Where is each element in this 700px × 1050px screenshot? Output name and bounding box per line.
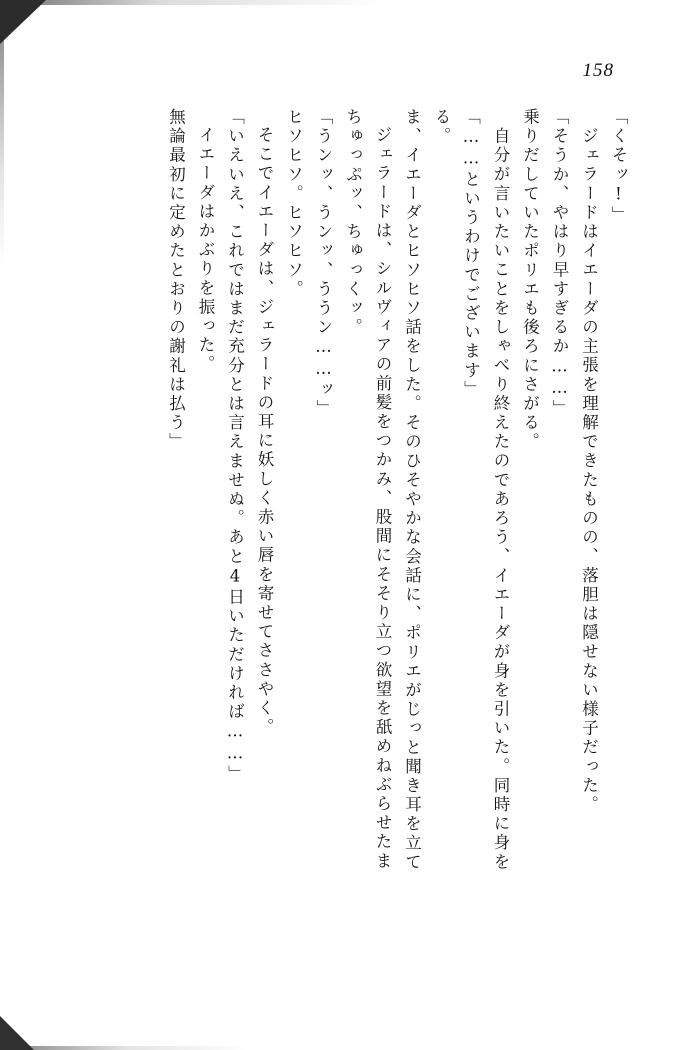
text-column: 「……というわけでございます」 xyxy=(461,108,481,400)
text-column: ジェラードはイエーダの主張を理解できたものの、落胆は隠せない様子だった。 xyxy=(579,127,599,815)
scan-edge-smudge-top-left xyxy=(0,0,46,44)
text-column: 無論最初に定めたとおりの謝礼は払う」 xyxy=(166,108,186,452)
page-number: 158 xyxy=(582,60,614,81)
scan-edge-smudge-bottom-band xyxy=(28,1046,248,1050)
text-column: 「そうか、やはり早すぎるか……」 xyxy=(550,108,569,419)
scan-edge-smudge-left-band xyxy=(0,36,4,266)
text-column: イエーダはかぶりを振った。 xyxy=(196,126,215,375)
text-column: 「いえいえ、これではまだ充分とは言えませぬ。あと4日いただければ……」 xyxy=(225,108,245,784)
text-column: る。 xyxy=(432,108,451,147)
text-column: ジェラードは、シルヴィアの前髪をつかみ、股間にそそり立つ欲望を舐めねぶらせたま xyxy=(373,126,392,871)
vertical-text-block xyxy=(154,108,626,938)
scan-edge-smudge-bottom-left xyxy=(0,1016,34,1050)
text-column: 「くそッ!」 xyxy=(609,108,628,226)
text-column: そこでイエーダは、ジェラードの耳に妖しく赤い唇を寄せてささやく。 xyxy=(255,126,274,738)
text-column: ちゅっぷッ、ちゅっくッ。 xyxy=(343,108,363,338)
text-column: 乗りだしていたポリエも後ろにさがる。 xyxy=(520,108,540,452)
scan-edge-smudge-top-band xyxy=(40,0,380,5)
text-column: 「うンッ、うンッ、ううン……ッ」 xyxy=(314,108,333,419)
text-column: 自分が言いたいことをしゃべり終えたのであろう、イエーダが身を引いた。同時に身を xyxy=(491,127,510,872)
text-column: ヒソヒソ。ヒソヒソ。 xyxy=(284,108,304,299)
text-column: ま、イエーダとヒソヒソ話をした。そのひそやかな会話に、ポリエがじっと聞き耳を立て xyxy=(402,108,422,872)
